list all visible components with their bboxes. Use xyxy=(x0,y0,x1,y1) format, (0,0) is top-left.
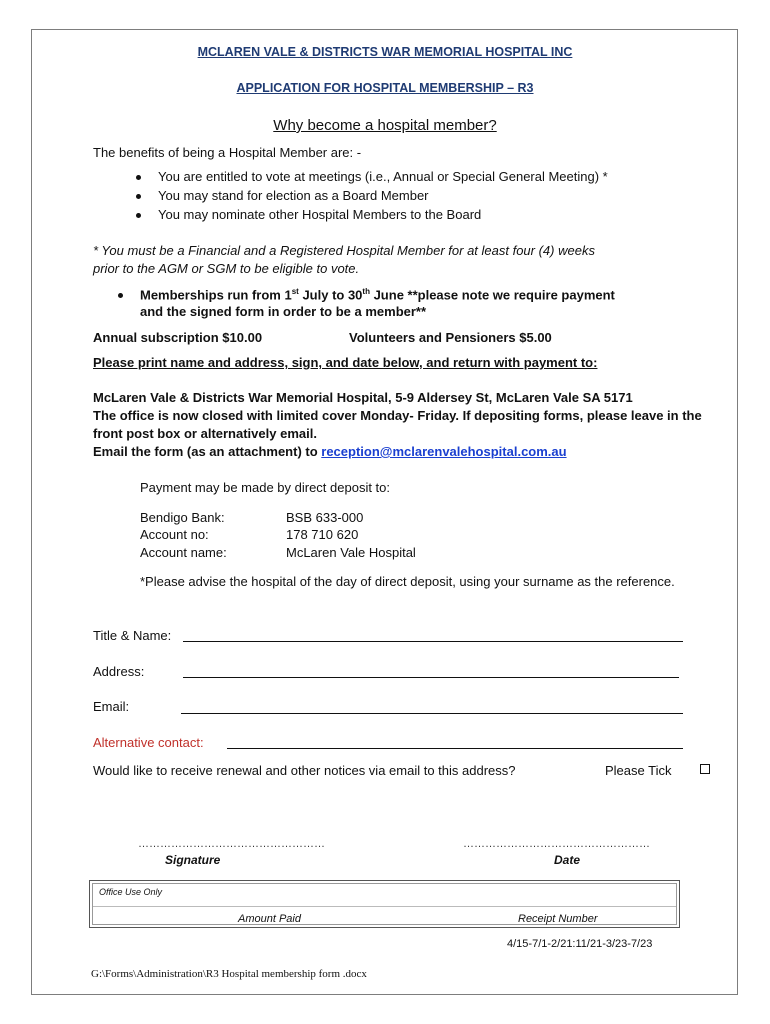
list-item: You may nominate other Hospital Members to the Board xyxy=(158,207,482,222)
alt-contact-label: Alternative contact: xyxy=(93,735,204,750)
bsb-value: BSB 633-000 xyxy=(286,510,364,525)
bullet-icon xyxy=(136,175,141,180)
receipt-number-label: Receipt Number xyxy=(518,913,598,925)
signature-line[interactable]: …………………………………………… xyxy=(138,838,325,850)
form-title: APPLICATION FOR HOSPITAL MEMBERSHIP – R3 xyxy=(236,81,534,95)
why-heading: Why become a hospital member? xyxy=(273,117,497,134)
annual-subscription: Annual subscription $10.00 xyxy=(93,330,263,345)
title-name-label: Title & Name: xyxy=(93,628,172,643)
office-use-label: Office Use Only xyxy=(99,887,163,897)
bullet-icon xyxy=(118,293,123,298)
bullet-icon xyxy=(136,194,141,199)
list-item: You may stand for election as a Board Member xyxy=(158,188,429,203)
email-label: Email: xyxy=(93,699,130,714)
deposit-intro: Payment may be made by direct deposit to: xyxy=(140,480,391,495)
address-field[interactable] xyxy=(183,661,679,678)
eligibility-note-line1: * You must be a Financial and a Registered Hospital Member for at least four (4) weeks xyxy=(93,243,595,258)
office-use-box xyxy=(89,880,680,928)
account-name-value: McLaren Vale Hospital xyxy=(286,545,416,560)
signature-label: Signature xyxy=(165,853,221,867)
alt-contact-field[interactable] xyxy=(227,732,683,749)
return-instruction: Please print name and address, sign, and date below, and return with payment to: xyxy=(93,355,598,370)
office-notice-line2: front post box or alternatively email. xyxy=(93,426,317,441)
volunteers-subscription: Volunteers and Pensioners $5.00 xyxy=(349,330,552,345)
bank-label: Bendigo Bank: xyxy=(140,510,225,525)
email-notices-checkbox[interactable] xyxy=(700,764,710,774)
amount-paid-label: Amount Paid xyxy=(238,913,301,925)
account-no-value: 178 710 620 xyxy=(286,527,359,542)
file-path: G:\Forms\Administration\R3 Hospital membership form .docx xyxy=(91,968,367,980)
account-no-label: Account no: xyxy=(140,527,209,542)
title-name-field[interactable] xyxy=(183,625,683,642)
date-label: Date xyxy=(554,853,581,867)
date-line[interactable]: …………………………………………… xyxy=(463,838,650,850)
account-name-label: Account name: xyxy=(140,545,227,560)
revision-code: 4/15-7/1-2/21:11/21-3/23-7/23 xyxy=(507,938,653,950)
email-notices-question: Would like to receive renewal and other notices via email to this address? xyxy=(93,763,516,778)
office-notice-line1: The office is now closed with limited cover Monday- Friday. If depositing forms, please leave in the xyxy=(93,408,702,423)
org-title: MCLAREN VALE & DISTRICTS WAR MEMORIAL HOSPITAL INC xyxy=(197,45,573,59)
address-label: Address: xyxy=(93,664,145,679)
divider xyxy=(93,906,676,907)
bullet-icon xyxy=(136,213,141,218)
eligibility-note-line2: prior to the AGM or SGM to be eligible to vote. xyxy=(93,261,360,276)
list-item: You are entitled to vote at meetings (i.e., Annual or Special General Meeting) * xyxy=(158,169,608,184)
deposit-advice: *Please advise the hospital of the day of direct deposit, using your surname as the reference. xyxy=(140,574,675,589)
membership-period: Memberships run from 1st July to 30th June **please note we require payment xyxy=(140,287,615,303)
benefits-intro: The benefits of being a Hospital Member are: - xyxy=(93,145,362,160)
email-instruction: Email the form (as an attachment) to reception@mclarenvalehospital.com.au xyxy=(93,444,567,459)
membership-period-line2: and the signed form in order to be a member** xyxy=(140,304,427,319)
email-field[interactable] xyxy=(181,697,683,714)
hospital-address: McLaren Vale & Districts War Memorial Hospital, 5-9 Aldersey St, McLaren Vale SA 5171 xyxy=(93,390,633,405)
reception-email-link[interactable]: reception@mclarenvalehospital.com.au xyxy=(321,444,567,459)
please-tick-label: Please Tick xyxy=(605,763,672,778)
